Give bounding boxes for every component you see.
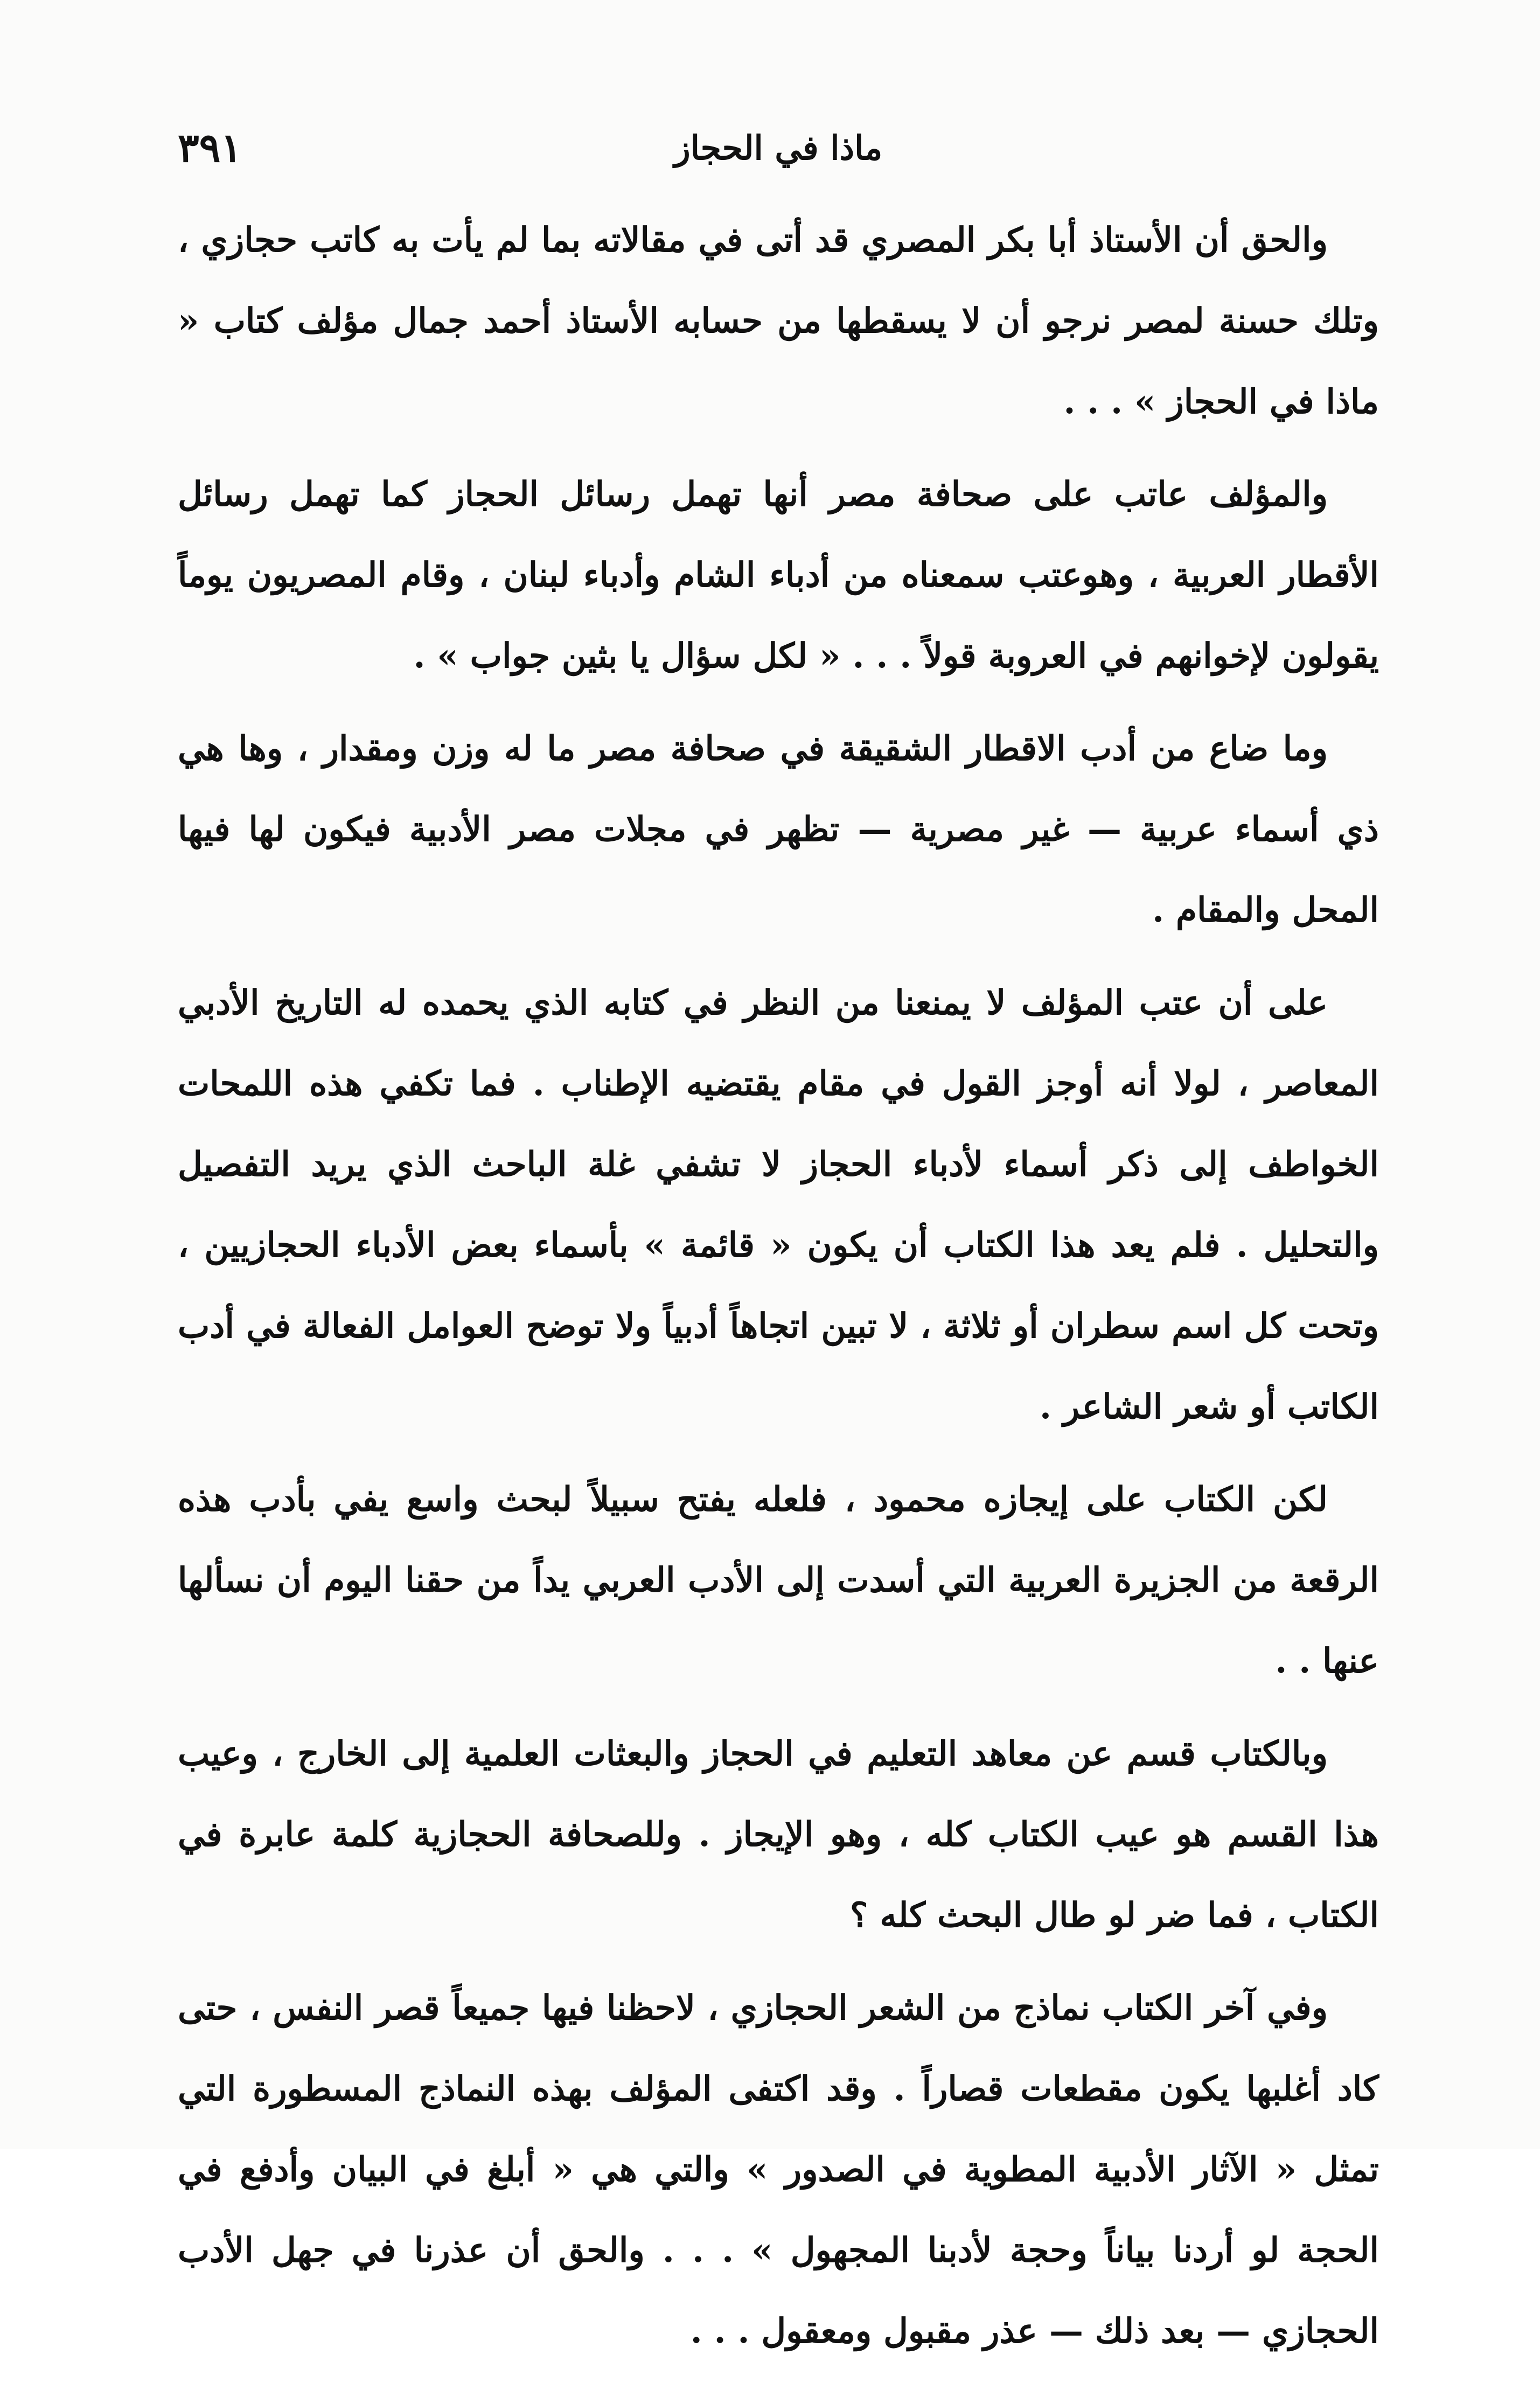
page-number: ٣٩١ <box>178 125 242 171</box>
paragraph-1: والحق أن الأستاذ أبا بكر المصري قد أتى في مقالاته بما لم يأت به كاتب حجازي ، وتلك حسنة لمصر نرجو أن لا يسقطها من حسابه الأستاذ أحمد جمال مؤلف كتاب « ماذا في الحجاز » . . . <box>178 220 1379 421</box>
paragraph-4: على أن عتب المؤلف لا يمنعنا من النظر في كتابه الذي يحمده له التاريخ الأدبي المعاصر ، لولا أنه أوجز القول في مقام يقتضيه الإطناب . فما تكفي هذه اللمحات الخواطف إلى ذكر أسماء لأدباء الحجاز لا تشفي غلة الباحث الذي يريد التفصيل والتحليل . فلم يعد هذا الكتاب أن يكون « قائمة » بأسماء بعض الأدباء الحجازيين ، وتحت كل اسم سطران أو ثلاثة ، لا تبين اتجاهاً أدبياً ولا توضح العوامل الفعالة في أدب الكاتب أو شعر الشاعر . <box>178 983 1379 1426</box>
paragraph-3: وما ضاع من أدب الاقطار الشقيقة في صحافة مصر ما له وزن ومقدار ، وها هي ذي أسماء عربية — غير مصرية — تظهر في مجلات مصر الأدبية فيكون لها فيها المحل والمقام . <box>178 728 1379 930</box>
paragraph-2: والمؤلف عاتب على صحافة مصر أنها تهمل رسائل الحجاز كما تهمل رسائل الأقطار العربية ، وهوعتب سمعناه من أدباء الشام وأدباء لبنان ، وقام المصريون يوماً يقولون لإخوانهم في العروبة قولاً . . . « لكل سؤال يا بثين جواب » . <box>178 474 1379 675</box>
running-header <box>178 116 1379 180</box>
header-title: ماذا في الحجاز <box>674 128 883 168</box>
body-text <box>178 199 1379 2383</box>
paragraph-6: وبالكتاب قسم عن معاهد التعليم في الحجاز والبعثات العلمية إلى الخارج ، وعيب هذا القسم هو عيب الكتاب كله ، وهو الإيجاز . وللصحافة الحجازية كلمة عابرة في الكتاب ، فما ضر لو طال البحث كله ؟ <box>178 1733 1379 1935</box>
paragraph-7: وفي آخر الكتاب نماذج من الشعر الحجازي ، لاحظنا فيها جميعاً قصر النفس ، حتى كاد أغلبها يكون مقطعات قصاراً . وقد اكتفى المؤلف بهذه النماذج المسطورة التي تمثل « الآثار الأدبية المطوية في الصدور » والتي هي « أبلغ في البيان وأدفع في الحجة لو أردنا بياناً وحجة لأدبنا المجهول » . . . والحق أن عذرنا في جهل الأدب الحجازي — بعد ذلك — عذر مقبول ومعقول . . . <box>178 1988 1379 2351</box>
paragraph-5: لكن الكتاب على إيجازه محمود ، فلعله يفتح سبيلاً لبحث واسع يفي بأدب هذه الرقعة من الجزيرة العربية التي أسدت إلى الأدب العربي يداً من حقنا اليوم أن نسألها عنها . . <box>178 1479 1379 1681</box>
